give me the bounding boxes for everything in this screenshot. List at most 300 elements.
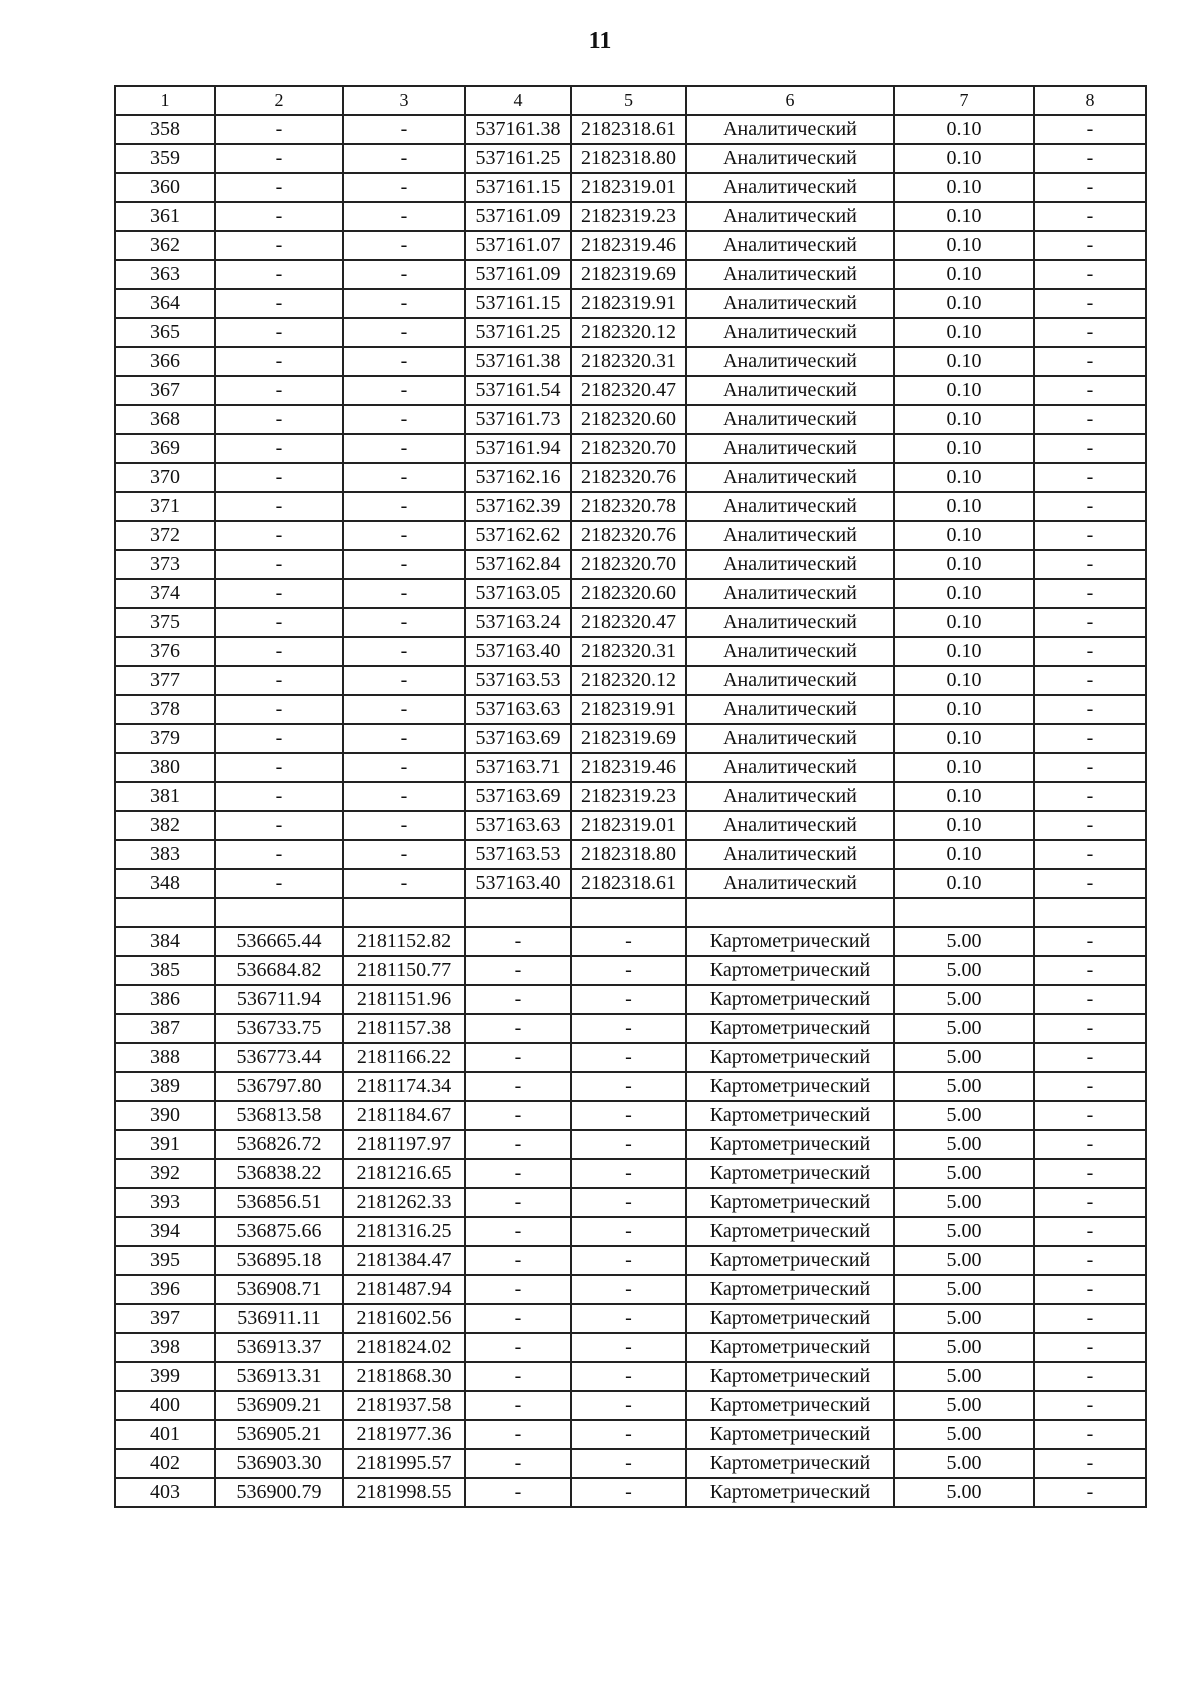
cell-y-coord-cartometric: - [343, 869, 465, 898]
cell-note: - [1034, 695, 1146, 724]
cell-y-coord-cartometric: - [343, 753, 465, 782]
cell-y-coord-cartometric: - [343, 376, 465, 405]
cell-method: 6 [686, 86, 894, 115]
cell-note: - [1034, 666, 1146, 695]
cell-method: Аналитический [686, 347, 894, 376]
cell-point-number: 398 [115, 1333, 215, 1362]
cell-x-coord-analytic: 537161.15 [465, 289, 571, 318]
cell-empty [465, 898, 571, 927]
cell-x-coord-cartometric: 536856.51 [215, 1188, 343, 1217]
cell-x-coord-analytic: 537163.63 [465, 695, 571, 724]
cell-note: - [1034, 144, 1146, 173]
cell-x-coord-cartometric: 536773.44 [215, 1043, 343, 1072]
cell-x-coord-analytic: 537162.39 [465, 492, 571, 521]
table-row [115, 1188, 1146, 1217]
cell-x-coord-cartometric: - [215, 753, 343, 782]
table-row [115, 666, 1146, 695]
cell-x-coord-analytic: 537161.07 [465, 231, 571, 260]
cell-note: - [1034, 550, 1146, 579]
cell-x-coord-cartometric: - [215, 289, 343, 318]
cell-point-number: 380 [115, 753, 215, 782]
cell-note: - [1034, 1304, 1146, 1333]
cell-method: Аналитический [686, 463, 894, 492]
cell-method: Картометрический [686, 1362, 894, 1391]
cell-x-coord-cartometric: - [215, 666, 343, 695]
table-row [115, 782, 1146, 811]
cell-accuracy: 5.00 [894, 1101, 1034, 1130]
cell-point-number: 374 [115, 579, 215, 608]
cell-y-coord-analytic: - [571, 985, 686, 1014]
cell-x-coord-cartometric: - [215, 318, 343, 347]
cell-accuracy: 0.10 [894, 579, 1034, 608]
table-row [115, 260, 1146, 289]
cell-y-coord-analytic: 2182319.69 [571, 260, 686, 289]
cell-point-number: 358 [115, 115, 215, 144]
table-row [115, 1101, 1146, 1130]
cell-x-coord-analytic: - [465, 1130, 571, 1159]
table-row [115, 434, 1146, 463]
cell-y-coord-cartometric: - [343, 666, 465, 695]
cell-y-coord-cartometric: - [343, 840, 465, 869]
cell-method: Аналитический [686, 115, 894, 144]
cell-note: - [1034, 840, 1146, 869]
cell-point-number: 399 [115, 1362, 215, 1391]
cell-y-coord-cartometric: - [343, 550, 465, 579]
cell-y-coord-cartometric: 2181157.38 [343, 1014, 465, 1043]
cell-y-coord-cartometric: 2181174.34 [343, 1072, 465, 1101]
cell-y-coord-analytic: 2182319.69 [571, 724, 686, 753]
cell-x-coord-cartometric: 536684.82 [215, 956, 343, 985]
cell-accuracy: 5.00 [894, 1391, 1034, 1420]
cell-x-coord-cartometric: 2 [215, 86, 343, 115]
cell-x-coord-analytic: 537163.53 [465, 840, 571, 869]
cell-x-coord-cartometric: - [215, 869, 343, 898]
cell-note: - [1034, 637, 1146, 666]
cell-y-coord-analytic: 2182318.80 [571, 840, 686, 869]
cell-accuracy: 5.00 [894, 1333, 1034, 1362]
table-row [115, 1304, 1146, 1333]
table-row [115, 173, 1146, 202]
cell-y-coord-analytic: - [571, 1101, 686, 1130]
cell-y-coord-cartometric: 2181602.56 [343, 1304, 465, 1333]
cell-accuracy: 5.00 [894, 1478, 1034, 1507]
cell-y-coord-cartometric: 2181166.22 [343, 1043, 465, 1072]
cell-method: Аналитический [686, 811, 894, 840]
cell-point-number: 392 [115, 1159, 215, 1188]
cell-y-coord-analytic: 2182319.23 [571, 202, 686, 231]
cell-method: Аналитический [686, 231, 894, 260]
cell-accuracy: 0.10 [894, 144, 1034, 173]
cell-y-coord-analytic: - [571, 1188, 686, 1217]
cell-method: Картометрический [686, 1333, 894, 1362]
table-row [115, 1333, 1146, 1362]
cell-y-coord-cartometric: - [343, 405, 465, 434]
cell-x-coord-analytic: 537161.38 [465, 347, 571, 376]
cell-note: - [1034, 956, 1146, 985]
cell-x-coord-analytic: 537161.09 [465, 260, 571, 289]
table-row [115, 1420, 1146, 1449]
cell-note: - [1034, 1130, 1146, 1159]
cell-method: Картометрический [686, 985, 894, 1014]
cell-method: Аналитический [686, 869, 894, 898]
cell-y-coord-cartometric: 2181150.77 [343, 956, 465, 985]
cell-y-coord-analytic: - [571, 1275, 686, 1304]
table-row [115, 753, 1146, 782]
cell-point-number: 368 [115, 405, 215, 434]
cell-y-coord-cartometric: 2181868.30 [343, 1362, 465, 1391]
cell-accuracy: 0.10 [894, 318, 1034, 347]
cell-x-coord-cartometric: 536826.72 [215, 1130, 343, 1159]
cell-method: Картометрический [686, 1072, 894, 1101]
cell-point-number: 375 [115, 608, 215, 637]
cell-method: Аналитический [686, 608, 894, 637]
cell-accuracy: 0.10 [894, 289, 1034, 318]
cell-y-coord-analytic: - [571, 1478, 686, 1507]
cell-y-coord-cartometric: 2181824.02 [343, 1333, 465, 1362]
cell-y-coord-analytic: 2182320.47 [571, 608, 686, 637]
cell-y-coord-cartometric: - [343, 695, 465, 724]
cell-x-coord-analytic: - [465, 1043, 571, 1072]
cell-y-coord-analytic: 2182319.46 [571, 231, 686, 260]
cell-x-coord-analytic: - [465, 1101, 571, 1130]
cell-x-coord-analytic: 537161.94 [465, 434, 571, 463]
cell-note: - [1034, 202, 1146, 231]
cell-method: Картометрический [686, 1420, 894, 1449]
cell-point-number: 382 [115, 811, 215, 840]
table-row [115, 1014, 1146, 1043]
cell-y-coord-cartometric: 2181998.55 [343, 1478, 465, 1507]
cell-method: Картометрический [686, 1449, 894, 1478]
cell-x-coord-cartometric: - [215, 550, 343, 579]
cell-accuracy: 0.10 [894, 405, 1034, 434]
cell-y-coord-cartometric: - [343, 289, 465, 318]
cell-note: - [1034, 1275, 1146, 1304]
table-row [115, 231, 1146, 260]
cell-point-number: 359 [115, 144, 215, 173]
cell-y-coord-cartometric: - [343, 202, 465, 231]
cell-y-coord-cartometric: - [343, 347, 465, 376]
cell-y-coord-cartometric: - [343, 782, 465, 811]
cell-note: - [1034, 579, 1146, 608]
cell-accuracy: 5.00 [894, 1304, 1034, 1333]
cell-accuracy: 0.10 [894, 202, 1034, 231]
cell-point-number: 377 [115, 666, 215, 695]
cell-y-coord-analytic: 2182320.78 [571, 492, 686, 521]
cell-x-coord-analytic: - [465, 1449, 571, 1478]
cell-x-coord-cartometric: 536900.79 [215, 1478, 343, 1507]
cell-x-coord-analytic: 537162.84 [465, 550, 571, 579]
cell-y-coord-analytic: - [571, 1391, 686, 1420]
table-row [115, 637, 1146, 666]
cell-accuracy: 0.10 [894, 840, 1034, 869]
cell-point-number: 388 [115, 1043, 215, 1072]
cell-note: - [1034, 782, 1146, 811]
cell-x-coord-cartometric: 536911.11 [215, 1304, 343, 1333]
cell-accuracy: 5.00 [894, 1130, 1034, 1159]
cell-empty [343, 898, 465, 927]
cell-accuracy: 0.10 [894, 637, 1034, 666]
cell-x-coord-analytic: 537161.73 [465, 405, 571, 434]
cell-y-coord-cartometric: - [343, 811, 465, 840]
cell-x-coord-analytic: 537163.63 [465, 811, 571, 840]
cell-y-coord-cartometric: 2181937.58 [343, 1391, 465, 1420]
cell-y-coord-analytic: 2182319.46 [571, 753, 686, 782]
cell-x-coord-analytic: - [465, 1072, 571, 1101]
cell-x-coord-analytic: 537161.15 [465, 173, 571, 202]
cell-x-coord-cartometric: - [215, 840, 343, 869]
cell-point-number: 381 [115, 782, 215, 811]
cell-y-coord-analytic: 2182318.80 [571, 144, 686, 173]
cell-x-coord-analytic: 537161.25 [465, 318, 571, 347]
cell-empty [686, 898, 894, 927]
cell-method: Аналитический [686, 376, 894, 405]
cell-note: - [1034, 434, 1146, 463]
cell-accuracy: 0.10 [894, 608, 1034, 637]
cell-note: - [1034, 1246, 1146, 1275]
cell-note: - [1034, 173, 1146, 202]
cell-y-coord-cartometric: 2181216.65 [343, 1159, 465, 1188]
cell-method: Аналитический [686, 260, 894, 289]
cell-note: - [1034, 869, 1146, 898]
cell-x-coord-cartometric: - [215, 608, 343, 637]
cell-point-number: 367 [115, 376, 215, 405]
cell-method: Картометрический [686, 1246, 894, 1275]
cell-y-coord-cartometric: - [343, 231, 465, 260]
cell-x-coord-analytic: - [465, 1391, 571, 1420]
cell-accuracy: 5.00 [894, 1246, 1034, 1275]
cell-x-coord-analytic: - [465, 927, 571, 956]
cell-note: - [1034, 115, 1146, 144]
cell-method: Аналитический [686, 637, 894, 666]
cell-point-number: 362 [115, 231, 215, 260]
cell-x-coord-cartometric: - [215, 463, 343, 492]
cell-accuracy: 5.00 [894, 1449, 1034, 1478]
table-row [115, 463, 1146, 492]
cell-accuracy: 0.10 [894, 724, 1034, 753]
table-row [115, 956, 1146, 985]
cell-x-coord-cartometric: 536903.30 [215, 1449, 343, 1478]
table-row [115, 318, 1146, 347]
table-row [115, 869, 1146, 898]
cell-accuracy: 0.10 [894, 463, 1034, 492]
cell-method: Аналитический [686, 492, 894, 521]
table-row [115, 608, 1146, 637]
cell-accuracy: 0.10 [894, 231, 1034, 260]
cell-note: - [1034, 289, 1146, 318]
cell-accuracy: 0.10 [894, 811, 1034, 840]
cell-y-coord-cartometric: - [343, 724, 465, 753]
cell-x-coord-cartometric: 536813.58 [215, 1101, 343, 1130]
cell-x-coord-cartometric: - [215, 434, 343, 463]
table-row [115, 724, 1146, 753]
cell-y-coord-cartometric: 2181262.33 [343, 1188, 465, 1217]
cell-y-coord-analytic: 2182319.91 [571, 289, 686, 318]
cell-note: - [1034, 927, 1146, 956]
cell-note: - [1034, 753, 1146, 782]
cell-y-coord-analytic: 2182320.76 [571, 463, 686, 492]
cell-method: Аналитический [686, 782, 894, 811]
cell-point-number: 402 [115, 1449, 215, 1478]
cell-y-coord-analytic: 2182320.47 [571, 376, 686, 405]
cell-x-coord-analytic: 537163.71 [465, 753, 571, 782]
cell-x-coord-cartometric: - [215, 115, 343, 144]
cell-note: - [1034, 1188, 1146, 1217]
cell-accuracy: 0.10 [894, 869, 1034, 898]
cell-accuracy: 0.10 [894, 492, 1034, 521]
cell-y-coord-analytic: 2182319.01 [571, 811, 686, 840]
cell-accuracy: 0.10 [894, 376, 1034, 405]
cell-x-coord-cartometric: 536895.18 [215, 1246, 343, 1275]
cell-x-coord-cartometric: 536711.94 [215, 985, 343, 1014]
cell-x-coord-analytic: 537161.09 [465, 202, 571, 231]
cell-note: - [1034, 521, 1146, 550]
cell-accuracy: 0.10 [894, 753, 1034, 782]
cell-y-coord-cartometric: 3 [343, 86, 465, 115]
cell-note: - [1034, 1391, 1146, 1420]
cell-y-coord-analytic: - [571, 956, 686, 985]
cell-point-number: 1 [115, 86, 215, 115]
cell-point-number: 384 [115, 927, 215, 956]
cell-method: Аналитический [686, 753, 894, 782]
cell-note: - [1034, 1362, 1146, 1391]
cell-method: Аналитический [686, 173, 894, 202]
cell-point-number: 371 [115, 492, 215, 521]
cell-accuracy: 5.00 [894, 1217, 1034, 1246]
cell-y-coord-analytic: - [571, 1246, 686, 1275]
cell-note: - [1034, 1072, 1146, 1101]
cell-x-coord-cartometric: 536797.80 [215, 1072, 343, 1101]
cell-x-coord-cartometric: - [215, 173, 343, 202]
cell-y-coord-cartometric: - [343, 492, 465, 521]
cell-x-coord-cartometric: 536908.71 [215, 1275, 343, 1304]
cell-y-coord-analytic: 2182319.01 [571, 173, 686, 202]
cell-point-number: 400 [115, 1391, 215, 1420]
cell-method: Аналитический [686, 202, 894, 231]
cell-x-coord-analytic: 537163.69 [465, 782, 571, 811]
cell-point-number: 383 [115, 840, 215, 869]
table-row [115, 1391, 1146, 1420]
cell-y-coord-analytic: 2182320.70 [571, 434, 686, 463]
cell-point-number: 366 [115, 347, 215, 376]
cell-y-coord-cartometric: 2181184.67 [343, 1101, 465, 1130]
cell-y-coord-analytic: - [571, 1362, 686, 1391]
cell-x-coord-analytic: - [465, 1420, 571, 1449]
table-header-row [115, 86, 1146, 115]
table-row [115, 289, 1146, 318]
cell-point-number: 361 [115, 202, 215, 231]
cell-y-coord-analytic: - [571, 1072, 686, 1101]
cell-method: Аналитический [686, 840, 894, 869]
cell-point-number: 379 [115, 724, 215, 753]
cell-y-coord-cartometric: 2181316.25 [343, 1217, 465, 1246]
cell-accuracy: 7 [894, 86, 1034, 115]
cell-y-coord-analytic: - [571, 1420, 686, 1449]
cell-y-coord-cartometric: - [343, 173, 465, 202]
cell-y-coord-cartometric: 2181487.94 [343, 1275, 465, 1304]
cell-method: Картометрический [686, 1304, 894, 1333]
table-row [115, 202, 1146, 231]
table-row [115, 1246, 1146, 1275]
cell-note: - [1034, 1420, 1146, 1449]
cell-method: Аналитический [686, 724, 894, 753]
cell-method: Картометрический [686, 1043, 894, 1072]
cell-y-coord-analytic: - [571, 1043, 686, 1072]
cell-note: - [1034, 1014, 1146, 1043]
cell-method: Картометрический [686, 956, 894, 985]
cell-y-coord-cartometric: 2181151.96 [343, 985, 465, 1014]
table-row [115, 115, 1146, 144]
cell-x-coord-cartometric: - [215, 376, 343, 405]
cell-point-number: 369 [115, 434, 215, 463]
cell-note: - [1034, 492, 1146, 521]
cell-x-coord-analytic: - [465, 1014, 571, 1043]
cell-point-number: 397 [115, 1304, 215, 1333]
cell-method: Картометрический [686, 1188, 894, 1217]
cell-method: Аналитический [686, 405, 894, 434]
cell-x-coord-cartometric: - [215, 782, 343, 811]
cell-method: Аналитический [686, 434, 894, 463]
table-row [115, 695, 1146, 724]
cell-y-coord-analytic: - [571, 1304, 686, 1333]
cell-method: Картометрический [686, 1014, 894, 1043]
table-row [115, 579, 1146, 608]
cell-x-coord-analytic: 537163.69 [465, 724, 571, 753]
cell-point-number: 378 [115, 695, 215, 724]
cell-y-coord-analytic: 2182320.12 [571, 666, 686, 695]
cell-x-coord-cartometric: - [215, 260, 343, 289]
cell-x-coord-analytic: - [465, 985, 571, 1014]
cell-accuracy: 0.10 [894, 695, 1034, 724]
cell-y-coord-cartometric: 2181977.36 [343, 1420, 465, 1449]
cell-y-coord-cartometric: 2181995.57 [343, 1449, 465, 1478]
cell-y-coord-analytic: 2182320.76 [571, 521, 686, 550]
cell-x-coord-cartometric: 536875.66 [215, 1217, 343, 1246]
cell-accuracy: 5.00 [894, 1420, 1034, 1449]
cell-note: - [1034, 811, 1146, 840]
cell-point-number: 348 [115, 869, 215, 898]
cell-note: - [1034, 260, 1146, 289]
cell-method: Аналитический [686, 144, 894, 173]
cell-accuracy: 5.00 [894, 985, 1034, 1014]
table-row [115, 376, 1146, 405]
cell-point-number: 360 [115, 173, 215, 202]
cell-y-coord-analytic: - [571, 1014, 686, 1043]
table-row [115, 492, 1146, 521]
cell-y-coord-analytic: 2182320.31 [571, 637, 686, 666]
table-row [115, 1159, 1146, 1188]
cell-x-coord-analytic: 4 [465, 86, 571, 115]
cell-note: 8 [1034, 86, 1146, 115]
cell-method: Картометрический [686, 1478, 894, 1507]
cell-y-coord-cartometric: - [343, 318, 465, 347]
cell-note: - [1034, 405, 1146, 434]
table-row [115, 1072, 1146, 1101]
table-row [115, 1130, 1146, 1159]
cell-accuracy: 0.10 [894, 782, 1034, 811]
cell-y-coord-analytic: 2182319.23 [571, 782, 686, 811]
cell-method: Аналитический [686, 695, 894, 724]
cell-method: Картометрический [686, 1130, 894, 1159]
cell-point-number: 395 [115, 1246, 215, 1275]
cell-note: - [1034, 231, 1146, 260]
cell-empty [571, 898, 686, 927]
cell-accuracy: 5.00 [894, 1159, 1034, 1188]
cell-y-coord-cartometric: - [343, 608, 465, 637]
cell-x-coord-analytic: - [465, 1333, 571, 1362]
cell-method: Аналитический [686, 521, 894, 550]
table-row [115, 405, 1146, 434]
cell-y-coord-cartometric: - [343, 521, 465, 550]
